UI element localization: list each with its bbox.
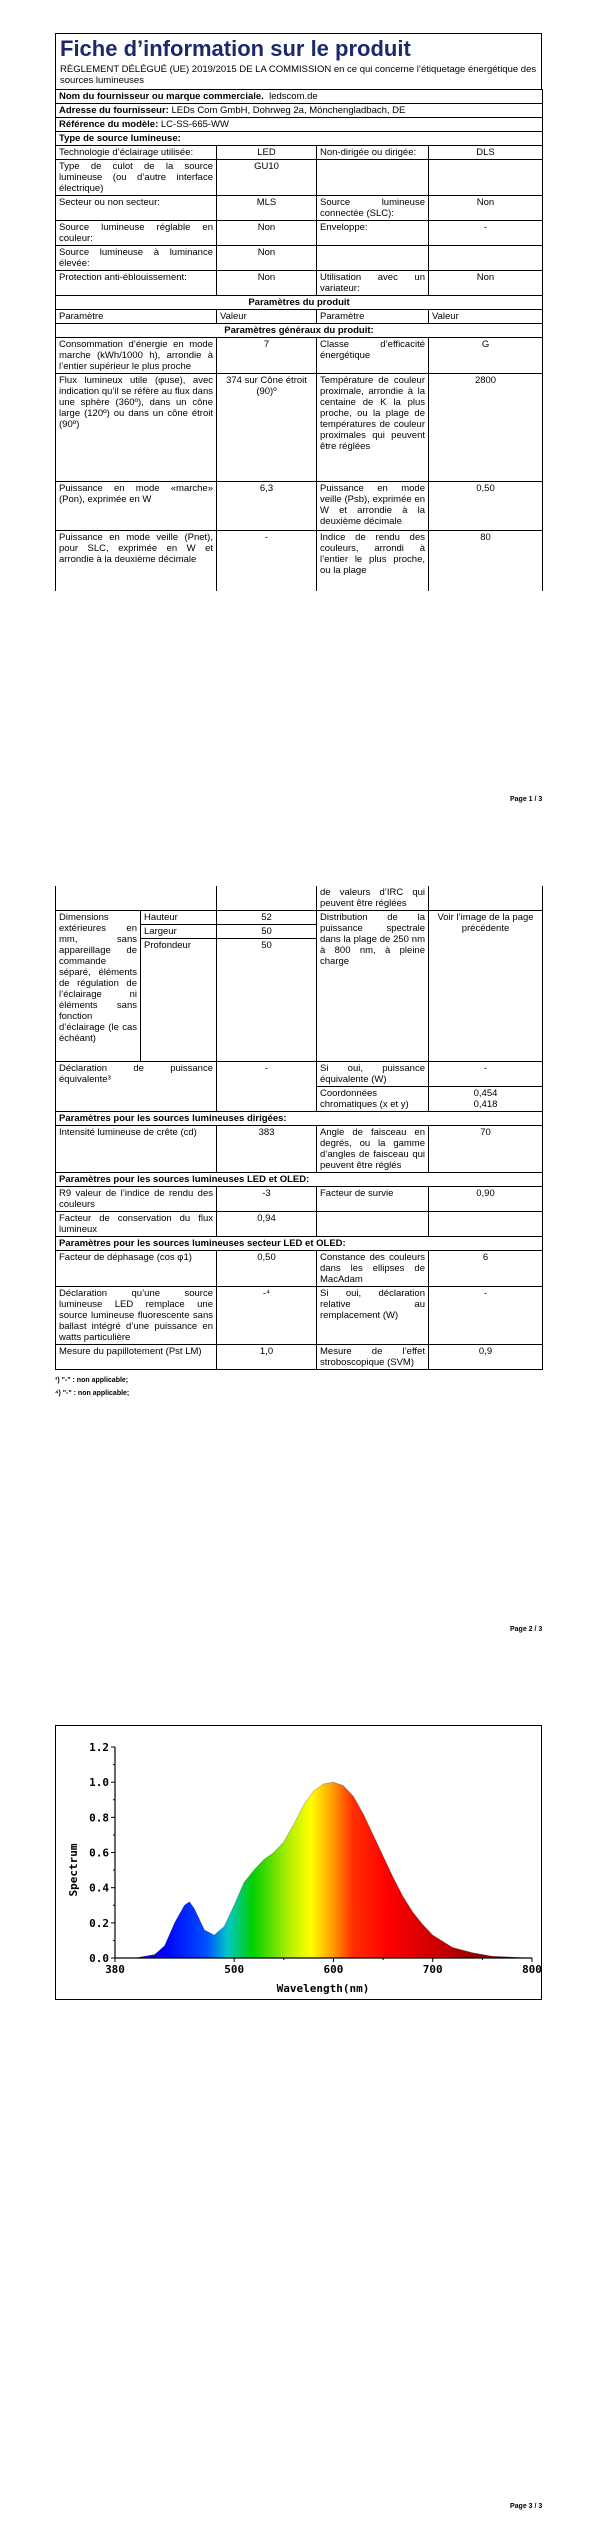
info-table	[55, 89, 543, 591]
row-value-v2	[429, 160, 543, 196]
replace-value: -⁴	[217, 1287, 317, 1345]
dim-depth-label: Profondeur	[141, 939, 217, 1062]
survival-label: Facteur de survie	[317, 1187, 429, 1212]
pf-value: 0,50	[217, 1251, 317, 1287]
row-value-v1: Non	[217, 246, 317, 271]
row-label-l2: Utilisation avec un variateur:	[317, 271, 429, 296]
supplier-address-label: Adresse du fournisseur:	[59, 105, 169, 116]
flux-label: Flux lumineux utile (φuse), avec indication qu’il se réfère au flux dans une sphère (360º), dans un cône large (120º) ou dans un cône étroit (90º)	[56, 374, 217, 482]
supplier-name-label: Nom du fournisseur ou marque commerciale.	[59, 91, 264, 102]
cri-label: Indice de rendu des couleurs, arrondi à l’entier le plus proche, ou la plage	[317, 531, 429, 592]
spectral-value: Voir l’image de la page précédente	[429, 911, 543, 1062]
chroma-label: Coordonnées chromatiques (x et y)	[317, 1087, 429, 1112]
params-table-cont	[55, 886, 543, 1370]
row-label-l2: Non-dirigée ou dirigée:	[317, 146, 429, 160]
y-tick-label: 0.4	[89, 1881, 109, 1895]
equiv-value: -	[217, 1062, 317, 1112]
dim-width-label: Largeur	[141, 925, 217, 939]
row-value-v1: Non	[217, 271, 317, 296]
row-label-l2	[317, 160, 429, 196]
replace-yes-label: Si oui, déclaration relative au remplacement (W)	[317, 1287, 429, 1345]
chroma-y: 0,418	[473, 1099, 498, 1110]
params-heading: Paramètres du produit	[56, 296, 543, 310]
replace-yes-value: -	[429, 1287, 543, 1345]
on-power-value: 6,3	[217, 482, 317, 531]
general-heading: Paramètres généraux du produit:	[56, 324, 543, 338]
cct-value: 2800	[429, 374, 543, 482]
mains-heading: Paramètres pour les sources lumineuses secteur LED et OLED:	[56, 1237, 543, 1251]
product-information-sheet-cont	[55, 886, 542, 1400]
energy-class-value: G	[429, 338, 543, 374]
y-tick-label: 0.2	[89, 1916, 109, 1930]
source-type-row	[56, 271, 543, 296]
source-type-row	[56, 246, 543, 271]
row-label-l2: Enveloppe:	[317, 221, 429, 246]
r9-label: R9 valeur de l’indice de rendu des couleurs	[56, 1187, 217, 1212]
beam-label: Angle de faisceau en degrés, ou la gamme d’angles de faisceau qui peuvent être réglés	[317, 1126, 429, 1173]
source-type-heading: Type de source lumineuse:	[56, 132, 543, 146]
x-tick-label: 500	[224, 1963, 245, 1976]
regulation-text: RÈGLEMENT DÉLÉGUÉ (UE) 2019/2015 DE LA COMMISSION en ce qui concerne l’étiquetage énergétique des sources lumineuses	[60, 64, 537, 86]
net-standby-value: -	[217, 531, 317, 592]
dim-height-label: Hauteur	[141, 911, 217, 925]
pf-label: Facteur de déphasage (cos φ1)	[56, 1251, 217, 1287]
supplier-address: LEDs Com GmbH, Dohrweg 2a, Mönchengladbach, DE	[171, 105, 406, 116]
product-information-sheet	[55, 33, 542, 591]
row-label-l2	[317, 246, 429, 271]
row-label-l1: Technologie d’éclairage utilisée:	[56, 146, 217, 160]
col-value-1: Valeur	[217, 310, 317, 324]
beam-value: 70	[429, 1126, 543, 1173]
supplier-address-row	[56, 104, 543, 118]
source-type-row	[56, 196, 543, 221]
source-type-row	[56, 160, 543, 196]
document-title: Fiche d’information sur le produit	[60, 36, 411, 61]
x-tick-label: 700	[422, 1963, 443, 1976]
net-standby-label: Puissance en mode veille (Pnet), pour SLC, exprimée en W et arrondie à la deuxième décimale	[56, 531, 217, 592]
row-value-v2: Non	[429, 196, 543, 221]
x-tick-label: 800	[522, 1963, 542, 1976]
source-type-row	[56, 221, 543, 246]
page-2	[0, 830, 595, 1650]
col-param-1: Paramètre	[56, 310, 217, 324]
peak-label: Intensité lumineuse de crête (cd)	[56, 1126, 217, 1173]
y-tick-label: 1.2	[89, 1741, 109, 1754]
row-value-v1: GU10	[217, 160, 317, 196]
chroma-x: 0,454	[473, 1088, 498, 1099]
y-axis-label: Spectrum	[67, 1843, 80, 1897]
maint-label: Facteur de conservation du flux lumineux	[56, 1212, 217, 1237]
pst-label: Mesure du papillotement (Pst LM)	[56, 1345, 217, 1370]
cri-value: 80	[429, 531, 543, 592]
row-value-v1: LED	[217, 146, 317, 160]
maint-value: 0,94	[217, 1212, 317, 1237]
row-label-l1: Source lumineuse à luminance élevée:	[56, 246, 217, 271]
y-tick-label: 1.0	[89, 1776, 109, 1790]
dim-width-value: 50	[217, 925, 317, 939]
model-label: Référence du modèle:	[59, 119, 159, 130]
svm-value: 0,9	[429, 1345, 543, 1370]
row-value-v2: -	[429, 221, 543, 246]
cct-label: Température de couleur proximale, arrondie à la centaine de K la plus proche, ou la plage de températures de couleur proximales qui peuvent être réglées	[317, 374, 429, 482]
page-number: Page 1 / 3	[510, 796, 543, 803]
r9-value: -3	[217, 1187, 317, 1212]
cri-continued: de valeurs d’IRC qui peuvent être réglées	[317, 886, 429, 911]
row-value-v1: MLS	[217, 196, 317, 221]
dimensions-label: Dimensions extérieures en mm, sans appareillage de commande séparé, éléments de régulation de l’éclairage ni éléments sans fonction d’éclairage (le cas échéant)	[56, 911, 141, 1062]
energy-consumption-value: 7	[217, 338, 317, 374]
page-number: Page 3 / 3	[510, 2503, 543, 2510]
cont-empty-2	[217, 886, 317, 911]
cont-empty-3	[429, 886, 543, 911]
row-value-v2	[429, 246, 543, 271]
row-value-v2: Non	[429, 271, 543, 296]
directed-heading: Paramètres pour les sources lumineuses dirigées:	[56, 1112, 543, 1126]
cont-empty-1	[56, 886, 217, 911]
row-label-l1: Secteur ou non secteur:	[56, 196, 217, 221]
row-label-l1: Source lumineuse réglable en couleur:	[56, 221, 217, 246]
dim-height-value: 52	[217, 911, 317, 925]
macadam-label: Constance des couleurs dans les ellipses de MacAdam	[317, 1251, 429, 1287]
standby-label: Puissance en mode veille (Psb), exprimée en W et arrondie à la deuxième décimale	[317, 482, 429, 531]
y-tick-label: 0.0	[89, 1952, 109, 1965]
model-value: LC-SS-665-WW	[160, 119, 229, 130]
header-box	[55, 33, 542, 89]
equiv-yes-value: -	[429, 1062, 543, 1087]
macadam-value: 6	[429, 1251, 543, 1287]
col-param-2: Paramètre	[317, 310, 429, 324]
spectrum-chart	[55, 1725, 542, 2000]
maint-empty-2	[429, 1212, 543, 1237]
supplier-name: ledscom.de	[269, 91, 318, 102]
x-tick-label: 380	[105, 1963, 125, 1976]
energy-class-label: Classe d’efficacité énergétique	[317, 338, 429, 374]
footnote-3: ³) "-" : non applicable;	[55, 1377, 129, 1384]
peak-value: 383	[217, 1126, 317, 1173]
survival-value: 0,90	[429, 1187, 543, 1212]
row-label-l1: Protection anti-éblouissement:	[56, 271, 217, 296]
x-axis-label: Wavelength(nm)	[276, 1982, 370, 1995]
pst-value: 1,0	[217, 1345, 317, 1370]
y-tick-label: 0.6	[89, 1846, 109, 1860]
flux-value: 374 sur Cône étroit (90)º	[217, 374, 317, 482]
on-power-label: Puissance en mode «marche» (Pon), exprimée en W	[56, 482, 217, 531]
replace-label: Déclaration qu’une source lumineuse LED remplace une source lumineuse fluorescente sans ballast intégré d’une puissance en watts particulière	[56, 1287, 217, 1345]
dim-depth-value: 50	[217, 939, 317, 1062]
row-label-l1: Type de culot de la source lumineuse (ou d’autre interface électrique)	[56, 160, 217, 196]
row-value-v1: Non	[217, 221, 317, 246]
spectral-label: Distribution de la puissance spectrale dans la plage de 250 nm à 800 nm, à pleine charge	[317, 911, 429, 1062]
col-value-2: Valeur	[429, 310, 543, 324]
supplier-name-row	[56, 90, 543, 104]
footnote-4: ⁴) "-" : non applicable;	[55, 1390, 130, 1397]
page-3	[0, 1665, 595, 2526]
chroma-values	[429, 1087, 543, 1112]
page-number: Page 2 / 3	[510, 1626, 543, 1633]
standby-value: 0,50	[429, 482, 543, 531]
source-type-row	[56, 146, 543, 160]
maint-empty-1	[317, 1212, 429, 1237]
equiv-label: Déclaration de puissance équivalente³	[56, 1062, 217, 1112]
led-heading: Paramètres pour les sources lumineuses LED et OLED:	[56, 1173, 543, 1187]
page-1	[0, 0, 595, 820]
energy-consumption-label: Consommation d’énergie en mode marche (kWh/1000 h), arrondie à l’entier supérieur le plus proche	[56, 338, 217, 374]
model-row	[56, 118, 543, 132]
equiv-yes-label: Si oui, puissance équivalente (W)	[317, 1062, 429, 1087]
row-label-l2: Source lumineuse connectée (SLC):	[317, 196, 429, 221]
x-tick-label: 600	[323, 1963, 344, 1976]
svm-label: Mesure de l’effet stroboscopique (SVM)	[317, 1345, 429, 1370]
row-value-v2: DLS	[429, 146, 543, 160]
y-tick-label: 0.8	[89, 1811, 109, 1825]
